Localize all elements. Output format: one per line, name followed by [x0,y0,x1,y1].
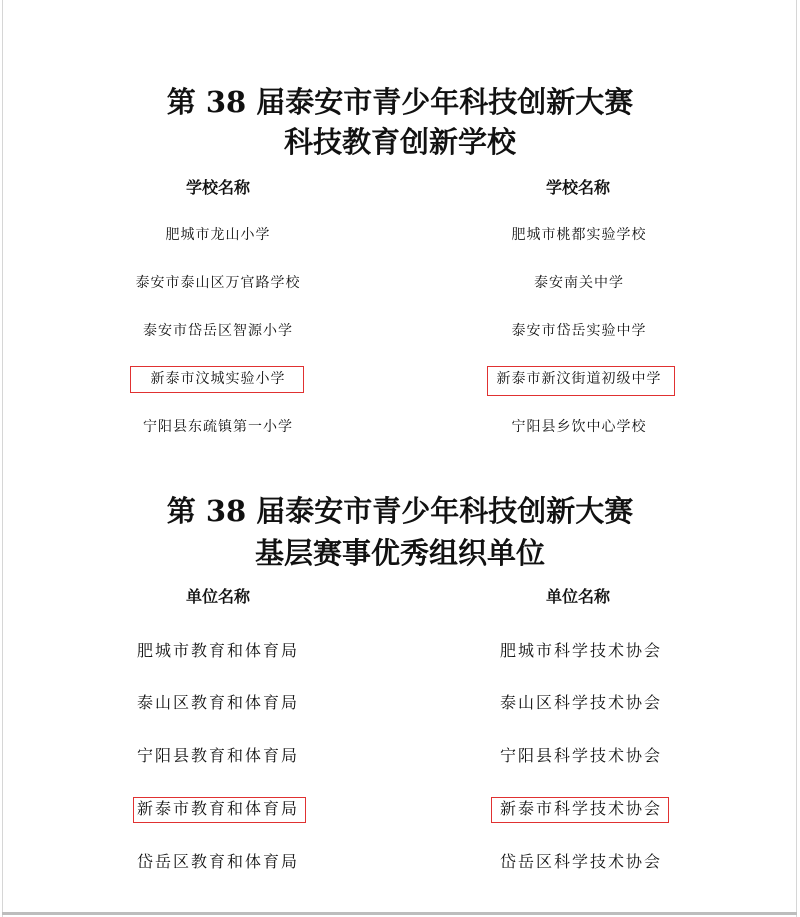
highlight-box-left [130,366,304,393]
highlight-box-right [491,797,669,823]
section1-left-item: 泰安市岱岳区智源小学 [143,323,293,339]
section1-right-header: 学校名称 [545,178,610,197]
section1-left-item: 肥城市龙山小学 [165,227,271,243]
section1-right-item: 泰安南关中学 [534,275,624,291]
section1-left-item: 泰安市泰山区万官路学校 [135,275,301,291]
highlight-box-right [487,366,675,396]
section2-right-item: 岱岳区科学技术协会 [499,852,662,871]
section2-title-line1: 第 38 届泰安市青少年科技创新大赛 [166,494,634,528]
section1-right-item: 宁阳县乡饮中心学校 [511,419,647,435]
section2-right-item: 宁阳县科学技术协会 [499,746,662,765]
highlight-box-left [133,797,306,823]
section2-left-header: 单位名称 [185,587,250,606]
section1-title-line1: 第 38 届泰安市青少年科技创新大赛 [166,85,634,119]
section2-left-item: 泰山区教育和体育局 [136,693,299,712]
section1-right-item: 泰安市岱岳实验中学 [511,323,647,339]
page-border-bottom [2,912,797,915]
section2-right-item: 泰山区科学技术协会 [499,693,662,712]
section1-left-item-highlighted: 新泰市汶城实验小学 [150,371,286,387]
section1-left-item: 宁阳县东疏镇第一小学 [143,419,293,435]
section1-right-item-highlighted: 新泰市新汶街道初级中学 [496,371,662,387]
section1-title-line2: 科技教育创新学校 [283,125,516,159]
section2-right-header: 单位名称 [545,587,610,606]
section1-right-item: 肥城市桃都实验学校 [511,227,647,243]
section2-title-line2: 基层赛事优秀组织单位 [254,536,545,570]
section2-left-item: 宁阳县教育和体育局 [136,746,299,765]
section2-left-item: 岱岳区教育和体育局 [136,852,299,871]
section2-right-item-highlighted: 新泰市科学技术协会 [499,799,662,818]
section1-left-header: 学校名称 [185,178,250,197]
section2-right-item: 肥城市科学技术协会 [499,641,662,660]
section2-left-item: 肥城市教育和体育局 [136,641,299,660]
section2-left-item-highlighted: 新泰市教育和体育局 [136,799,299,818]
